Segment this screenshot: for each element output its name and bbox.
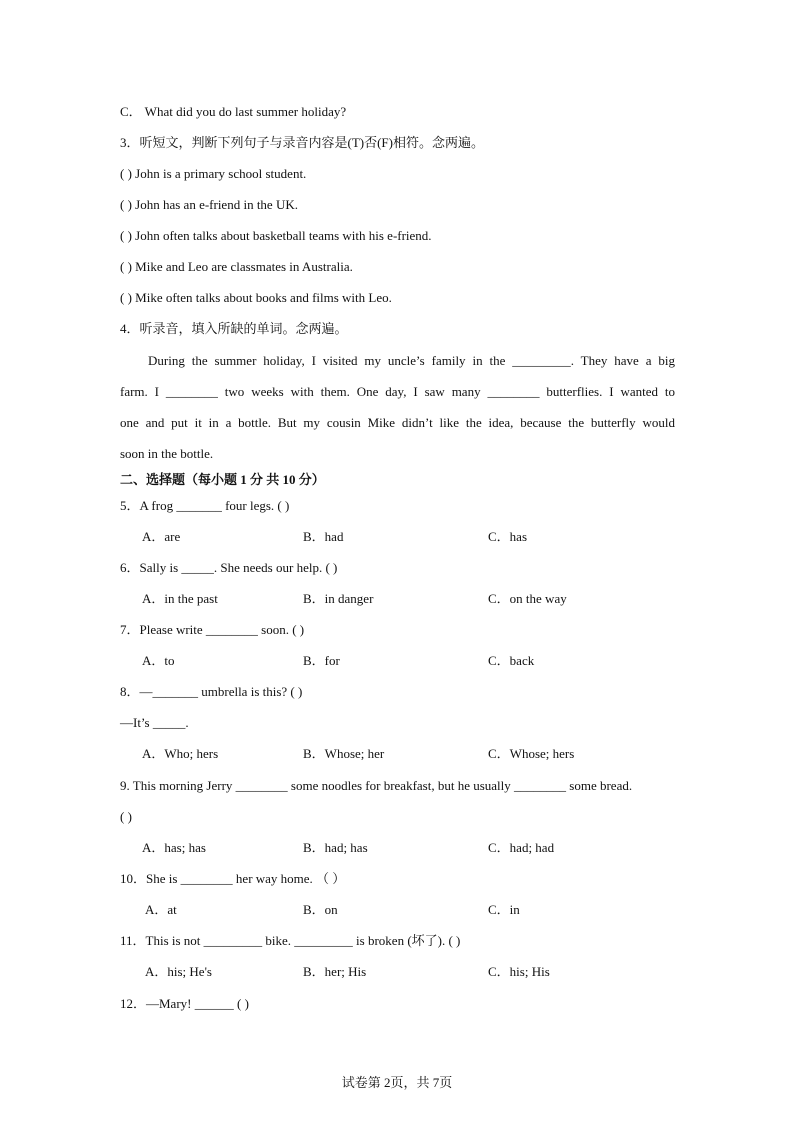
- q10-option-c: C．in: [488, 902, 520, 917]
- q10-option-a: A．at: [145, 902, 177, 917]
- passage-line-3: one and put it in a bottle. But my cousin Mike didn’t like the idea, because the butterfly would: [120, 415, 675, 430]
- tf-item-1: ( ) John is a primary school student.: [120, 166, 307, 181]
- q6-option-c: C．on the way: [488, 591, 567, 606]
- q7-option-c: C．back: [488, 653, 535, 668]
- q10-option-b: B．on: [303, 902, 338, 917]
- question-10: 10．She is ________ her way home. （ ）: [120, 871, 346, 886]
- passage-line-1: During the summer holiday, I visited my uncle’s family in the _________. They have a big: [148, 353, 675, 368]
- line-c-option: C． What did you do last summer holiday?: [120, 104, 347, 119]
- q6-option-b: B．in danger: [303, 591, 374, 606]
- q9-option-b: B．had; has: [303, 840, 368, 855]
- question-9: 9. This morning Jerry ________ some noodles for breakfast, but he usually ________ some bread.: [120, 778, 633, 793]
- q6-option-a: A．in the past: [142, 591, 218, 606]
- q8-option-a: A．Who; hers: [142, 746, 219, 761]
- q5-option-a: A．are: [142, 529, 181, 544]
- question-7: 7．Please write ________ soon. ( ): [120, 622, 305, 637]
- tf-item-5: ( ) Mike often talks about books and films with Leo.: [120, 290, 392, 305]
- tf-item-4: ( ) Mike and Leo are classmates in Australia.: [120, 259, 353, 274]
- q8-option-c: C．Whose; hers: [488, 746, 575, 761]
- q11-option-b: B．her; His: [303, 964, 367, 979]
- q5-option-c: C．has: [488, 529, 528, 544]
- q5-option-b: B．had: [303, 529, 344, 544]
- question-8: 8．—_______ umbrella is this? ( ): [120, 684, 303, 699]
- tf-item-3: ( ) John often talks about basketball teams with his e-friend.: [120, 228, 432, 243]
- passage-line-4: soon in the bottle.: [120, 446, 214, 461]
- q11-option-c: C．his; His: [488, 964, 550, 979]
- q9-option-a: A．has; has: [142, 840, 206, 855]
- page-footer: 试卷第 2页，共 7页: [341, 1075, 453, 1090]
- question-11: 11．This is not _________ bike. _________ is broken (坏了). ( ): [120, 933, 461, 948]
- question-9-bracket: ( ): [120, 809, 132, 824]
- passage-line-2: farm. I ________ two weeks with them. One day, I saw many ________ butterflies. I wanted to: [120, 384, 675, 399]
- question-6: 6．Sally is _____. She needs our help. ( ): [120, 560, 338, 575]
- question-5: 5．A frog _______ four legs. ( ): [120, 498, 290, 513]
- q8-option-b: B．Whose; her: [303, 746, 385, 761]
- section-2-heading: 二、选择题（每小题 1 分 共 10 分）: [120, 472, 325, 487]
- question-8-reply: —It’s _____.: [120, 715, 189, 730]
- question-3-title: 3．听短文，判断下列句子与录音内容是(T)否(F)相符。念两遍。: [120, 135, 484, 150]
- question-4-title: 4．听录音，填入所缺的单词。念两遍。: [120, 321, 348, 336]
- q7-option-b: B．for: [303, 653, 340, 668]
- q11-option-a: A．his; He's: [145, 964, 212, 979]
- tf-item-2: ( ) John has an e-friend in the UK.: [120, 197, 298, 212]
- q9-option-c: C．had; had: [488, 840, 555, 855]
- q7-option-a: A．to: [142, 653, 175, 668]
- question-12: 12．—Mary! ______ ( ): [120, 996, 249, 1011]
